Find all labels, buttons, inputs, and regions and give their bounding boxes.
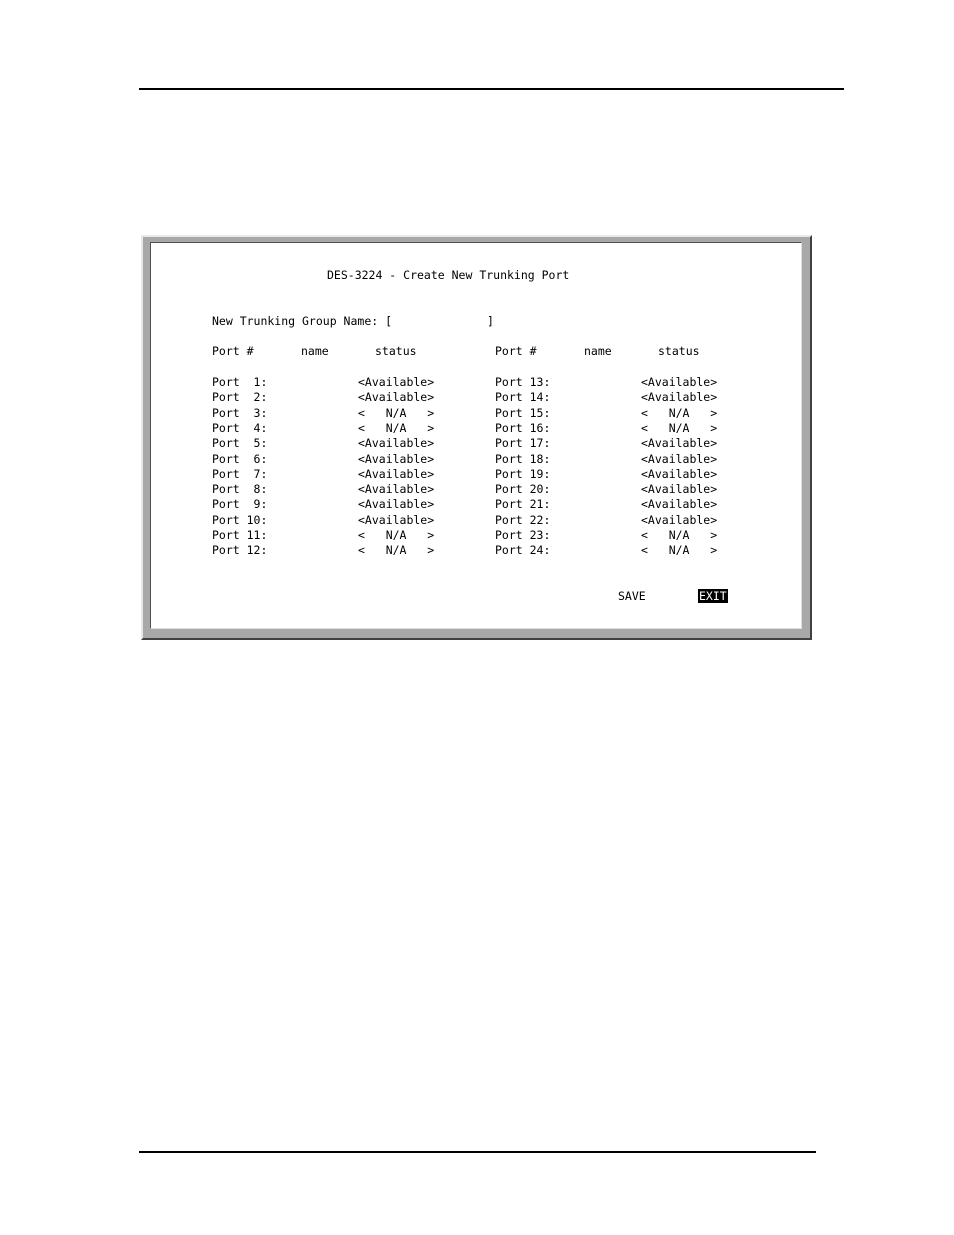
group-name-bracket: ] (487, 314, 494, 328)
port-status-field[interactable]: <Available> (641, 390, 718, 405)
port-status-field[interactable]: < N/A > (641, 543, 718, 558)
port-label: Port 21: (495, 497, 551, 512)
header-name-left: name (301, 344, 329, 358)
port-status-field[interactable]: < N/A > (641, 420, 718, 435)
port-status-field[interactable]: <Available> (358, 390, 435, 405)
port-status-field[interactable]: < N/A > (641, 405, 718, 420)
port-status-field[interactable]: <Available> (641, 512, 718, 527)
port-status-field[interactable]: <Available> (641, 466, 718, 481)
screen-title: DES-3224 - Create New Trunking Port (327, 268, 570, 282)
port-status-field[interactable]: < N/A > (358, 420, 435, 435)
port-status-field[interactable]: <Available> (358, 466, 435, 481)
header-status-right: status (658, 344, 700, 358)
port-label: Port 11: (212, 528, 268, 542)
port-label: Port 18: (495, 451, 551, 466)
port-label: Port 2: (212, 390, 268, 405)
port-status-field[interactable]: < N/A > (641, 528, 718, 542)
port-label: Port 3: (212, 405, 268, 420)
top-rule (139, 88, 844, 90)
header-port-left: Port # (212, 344, 254, 358)
port-label: Port 6: (212, 451, 268, 466)
console-screen (150, 242, 802, 629)
port-status-field[interactable]: <Available> (358, 497, 435, 512)
port-status-field[interactable]: <Available> (641, 482, 718, 497)
save-button[interactable]: SAVE (618, 589, 646, 603)
port-label: Port 17: (495, 436, 551, 451)
port-status-field[interactable]: <Available> (358, 512, 435, 527)
header-status-left: status (375, 344, 417, 358)
port-label: Port 23: (495, 528, 551, 542)
port-label: Port 24: (495, 543, 551, 558)
port-label: Port 19: (495, 466, 551, 481)
port-status-field[interactable]: <Available> (358, 451, 435, 466)
port-status-field[interactable]: <Available> (358, 482, 435, 497)
port-label: Port 8: (212, 482, 268, 497)
port-status-field[interactable]: <Available> (641, 375, 718, 389)
group-name-label: New Trunking Group Name: [ (212, 314, 393, 328)
port-label: Port 1: (212, 375, 268, 389)
port-label: Port 16: (495, 420, 551, 435)
port-label: Port 4: (212, 420, 268, 435)
port-label: Port 12: (212, 543, 268, 558)
port-label: Port 22: (495, 512, 551, 527)
port-status-field[interactable]: < N/A > (358, 543, 435, 558)
port-status-field[interactable]: <Available> (641, 451, 718, 466)
port-label: Port 14: (495, 390, 551, 405)
header-port-right: Port # (495, 344, 537, 358)
port-status-field[interactable]: < N/A > (358, 528, 435, 542)
port-label: Port 10: (212, 512, 268, 527)
terminal-window (141, 235, 812, 640)
port-label: Port 13: (495, 375, 551, 389)
port-label: Port 9: (212, 497, 268, 512)
port-status-field[interactable]: <Available> (358, 375, 435, 389)
port-status-field[interactable]: <Available> (641, 436, 718, 451)
port-status-field[interactable]: <Available> (641, 497, 718, 512)
port-status-field[interactable]: <Available> (358, 436, 435, 451)
exit-button[interactable]: EXIT (699, 589, 727, 603)
port-label: Port 5: (212, 436, 268, 451)
port-label: Port 20: (495, 482, 551, 497)
port-status-field[interactable]: < N/A > (358, 405, 435, 420)
port-label: Port 7: (212, 466, 268, 481)
header-name-right: name (584, 344, 612, 358)
bottom-rule (139, 1151, 816, 1153)
port-label: Port 15: (495, 405, 551, 420)
